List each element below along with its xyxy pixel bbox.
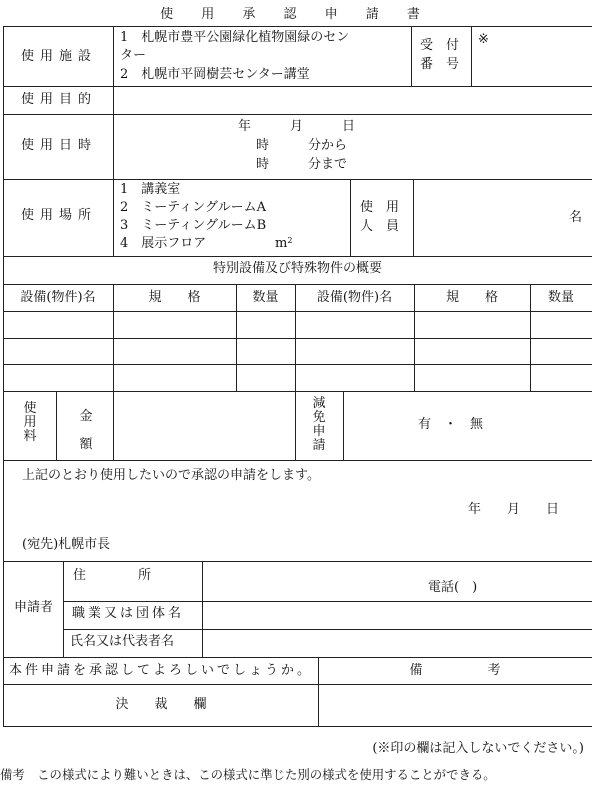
- decision-field[interactable]: [319, 685, 592, 726]
- area-unit: $m^2$: [275, 236, 293, 251]
- place-option-1[interactable]: 1 講義室: [120, 182, 181, 197]
- equipment-row[interactable]: [4, 312, 592, 338]
- equipment-header-qty-1: 数量: [252, 290, 279, 305]
- receipt-mark: ※: [478, 32, 489, 47]
- equipment-header-spec-1: 規 格: [148, 290, 201, 305]
- application-date[interactable]: 年 月 日: [468, 502, 560, 517]
- line: [471, 26, 472, 86]
- place-option-3[interactable]: 3 ミーティングルームB: [120, 218, 267, 233]
- fee-label: 使 用 料: [23, 401, 37, 444]
- equipment-header-qty-2: 数量: [547, 290, 574, 305]
- name-field[interactable]: [203, 630, 592, 656]
- datetime-label: 使用日時: [20, 138, 97, 153]
- remarks-label: 備 考: [409, 663, 501, 678]
- phone-label[interactable]: 電話( ): [428, 580, 478, 595]
- users-label-2: 人 員: [360, 219, 400, 234]
- equipment-row[interactable]: [4, 365, 592, 390]
- place-option-2[interactable]: 2 ミーティングルームA: [120, 200, 266, 215]
- occupation-field[interactable]: [203, 602, 592, 628]
- note-mark: (※印の欄は記入しないでください。): [372, 741, 584, 756]
- address-field[interactable]: [203, 562, 592, 600]
- facility-option-2[interactable]: 2 札幌市平岡樹芸センター講堂: [120, 67, 310, 82]
- receipt-label-1: 受 付: [420, 38, 460, 53]
- line: [3, 179, 592, 180]
- place-label: 使用場所: [20, 208, 97, 223]
- receipt-label-2: 番 号: [420, 57, 460, 72]
- equipment-heading: 特別設備及び特殊物件の概要: [212, 261, 382, 276]
- equipment-header-name-2: 設備(物件)名: [316, 290, 393, 305]
- line: [56, 391, 57, 460]
- footnote: 備考 この様式により難いときは、この様式に準じた別の様式を使用することができる。: [0, 767, 496, 782]
- line: [413, 179, 414, 256]
- line: [3, 657, 592, 658]
- facility-option-1-cont: ター: [120, 48, 147, 63]
- equipment-row[interactable]: [4, 339, 592, 364]
- form-title: 使 用 承 認 申 請 書: [160, 7, 432, 22]
- line: [350, 179, 351, 256]
- line: [343, 391, 344, 460]
- approval-question: 本件申請を承認してよろしいでしょうか。: [9, 663, 314, 678]
- applicant-label: 申請者: [13, 600, 53, 615]
- facility-option-1[interactable]: 1 札幌市豊平公園緑化植物園緑のセン: [120, 30, 350, 45]
- amount-label: 金 額: [79, 409, 93, 452]
- decision-label: 決 裁 欄: [115, 697, 207, 712]
- reduction-label: 減 免 申 請: [312, 396, 326, 453]
- line: [3, 460, 592, 461]
- datetime-date[interactable]: 年 月 日: [238, 119, 356, 134]
- facility-label: 使用施設: [20, 49, 97, 64]
- line: [411, 26, 412, 86]
- users-label-1: 使 用: [360, 200, 400, 215]
- line: [3, 284, 592, 285]
- occupation-label: 職業又は団体名: [72, 606, 185, 621]
- reduction-yes-no[interactable]: 有 ・ 無: [418, 417, 484, 432]
- line: [3, 256, 592, 257]
- equipment-header-spec-2: 規 格: [445, 290, 498, 305]
- users-unit: 名: [569, 210, 583, 225]
- line: [63, 561, 64, 657]
- purpose-field[interactable]: [114, 87, 592, 113]
- amount-field[interactable]: [114, 392, 295, 460]
- line: [3, 391, 592, 392]
- equipment-header-name-1: 設備(物件)名: [20, 290, 96, 305]
- line: [113, 26, 114, 256]
- application-statement: 上記のとおり使用したいので承認の申請をします。: [22, 468, 320, 483]
- address-label: 住 所: [73, 568, 152, 583]
- datetime-from[interactable]: 時 分から: [256, 138, 348, 153]
- datetime-until[interactable]: 時 分まで: [256, 157, 348, 172]
- purpose-label: 使用目的: [20, 92, 97, 107]
- addressee: (宛先)札幌市長: [22, 537, 111, 552]
- line: [3, 114, 592, 115]
- place-option-4[interactable]: 4 展示フロア: [120, 236, 207, 251]
- name-label: 氏名又は代表者名: [70, 634, 175, 649]
